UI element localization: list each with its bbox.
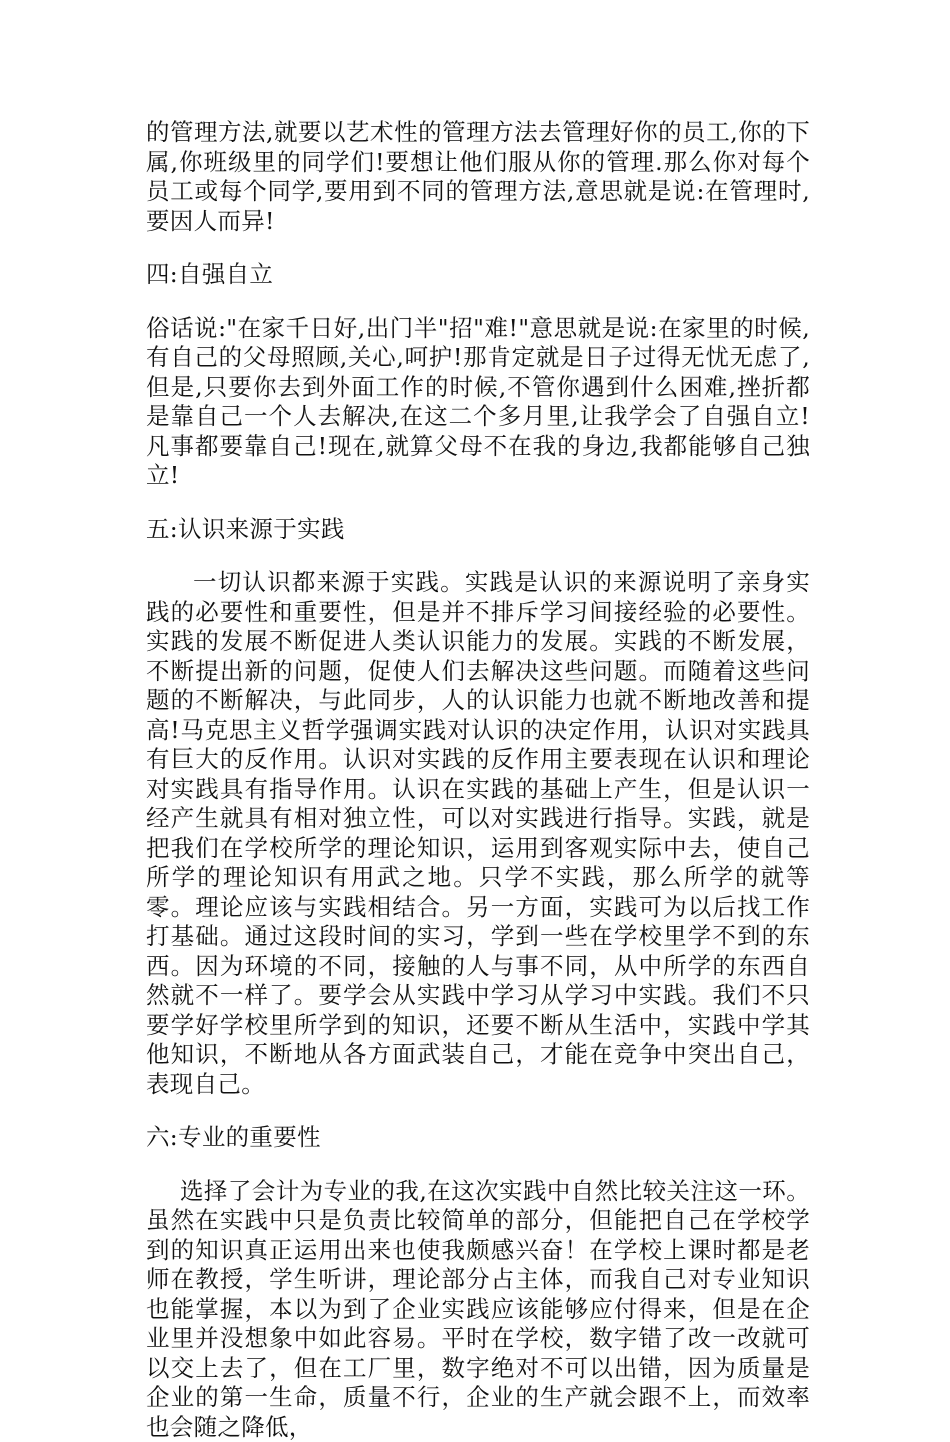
paragraph-spacer xyxy=(146,1153,810,1177)
paragraph-importance-of-major: 选择了会计为专业的我,在这次实践中自然比较关注这一环。虽然在实践中只是负责比较简单的部分，但能把自己在学校学到的知识真正运用出来也使我颇感兴奋！在学校上课时都是老师在教授，学生听讲，理论部分占主体，而我自己对专业知识也能掌握，本以为到了企业实践应该能够应付得来，但是在企业里并没想象中如此容易。平时在学校，数字错了改一改就可以交上去了，但在工厂里，数字绝对不可以出错，因为质量是企业的第一生命，质量不行，企业的生产就会跟不上，而效率也会随之降低， xyxy=(146,1177,810,1442)
paragraph-spacer xyxy=(146,491,810,515)
paragraph-management-methods: 的管理方法,就要以艺术性的管理方法去管理好你的员工,你的下属,你班级里的同学们!要想让他们服从你的管理.那么你对每个员工或每个同学,要用到不同的管理方法,意思就是说:在管理时,要因人而异! xyxy=(146,118,810,236)
paragraph-spacer xyxy=(146,290,810,314)
document-page xyxy=(146,118,810,1442)
paragraph-spacer xyxy=(146,1099,810,1123)
paragraph-spacer xyxy=(146,236,810,260)
paragraph-self-reliance: 俗话说:"在家千日好,出门半"招"难!"意思就是说:在家里的时候,有自己的父母照顾,关心,呵护!那肯定就是日子过得无忧无虑了,但是,只要你去到外面工作的时候,不管你遇到什么困难,挫折都是靠自己一个人去解决,在这二个多月里,让我学会了自强自立!凡事都要靠自己!现在,就算父母不在我的身边,我都能够自己独立! xyxy=(146,314,810,491)
paragraph-spacer xyxy=(146,544,810,568)
paragraph-knowledge-from-practice: 一切认识都来源于实践。实践是认识的来源说明了亲身实践的必要性和重要性，但是并不排斥学习间接经验的必要性。实践的发展不断促进人类认识能力的发展。实践的不断发展，不断提出新的问题，促使人们去解决这些问题。而随着这些问题的不断解决，与此同步，人的认识能力也就不断地改善和提高!马克思主义哲学强调实践对认识的决定作用，认识对实践具有巨大的反作用。认识对实践的反作用主要表现在认识和理论对实践具有指导作用。认识在实践的基础上产生，但是认识一经产生就具有相对独立性，可以对实践进行指导。实践，就是把我们在学校所学的理论知识，运用到客观实际中去，使自己所学的理论知识有用武之地。只学不实践，那么所学的就等零。理论应该与实践相结合。另一方面，实践可为以后找工作打基础。通过这段时间的实习，学到一些在学校里学不到的东西。因为环境的不同，接触的人与事不同，从中所学的东西自然就不一样了。要学会从实践中学习从学习中实践。我们不只要学好学校里所学到的知识，还要不断从生活中，实践中学其他知识，不断地从各方面武装自己，才能在竞争中突出自己，表现自己。 xyxy=(146,568,810,1099)
section-heading-importance-of-major: 六:专业的重要性 xyxy=(146,1123,810,1153)
section-heading-knowledge-from-practice: 五:认识来源于实践 xyxy=(146,515,810,545)
section-heading-self-reliance: 四:自强自立 xyxy=(146,260,810,290)
